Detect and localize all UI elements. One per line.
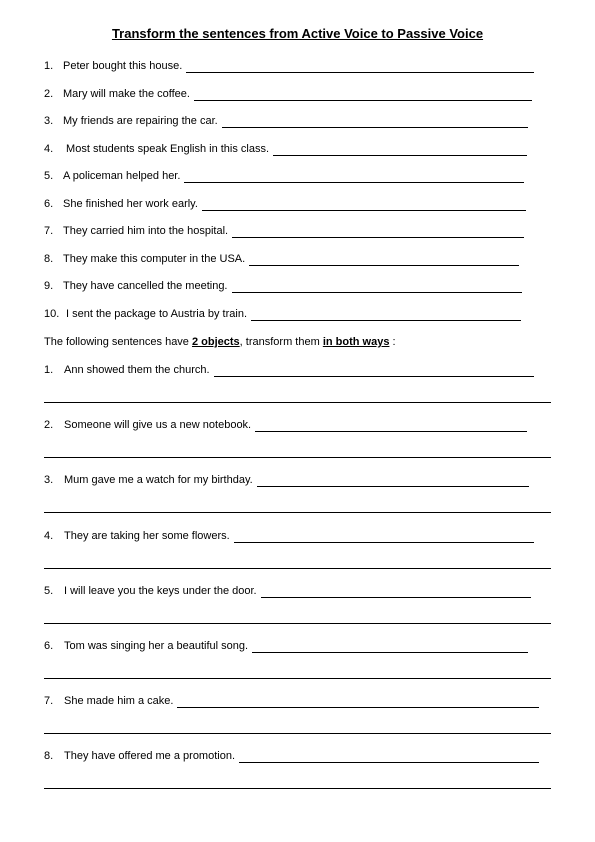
exercise-item [44, 418, 527, 432]
item-sentence: A policeman helped her. [63, 170, 181, 182]
item-number: 3. [44, 115, 54, 127]
answer-blank[interactable] [214, 365, 534, 377]
exercise-item [44, 142, 527, 156]
instruction-part: , transform them [239, 336, 323, 348]
answer-blank[interactable] [232, 281, 522, 293]
answer-blank[interactable] [249, 254, 519, 266]
item-sentence: They carried him into the hospital. [63, 225, 229, 237]
exercise-item [44, 252, 519, 266]
item-number: 6. [44, 198, 54, 210]
item-sentence: They are taking her some flowers. [64, 530, 230, 542]
answer-blank[interactable] [202, 199, 526, 211]
item-number: 4. [44, 530, 54, 542]
item-number: 1. [44, 60, 54, 72]
item-sentence: Ann showed them the church. [64, 364, 210, 376]
item-number: 3. [44, 474, 54, 486]
instruction-part: The following sentences have [44, 336, 192, 348]
answer-blank-second[interactable] [44, 568, 551, 569]
worksheet-title: Transform the sentences from Active Voice to Passive Voice [111, 26, 484, 41]
item-sentence: I will leave you the keys under the door. [64, 585, 257, 597]
item-sentence: I sent the package to Austria by train. [66, 308, 247, 320]
item-number: 10. [44, 308, 60, 320]
instruction-emphasis-objects: 2 objects [191, 336, 240, 348]
answer-blank[interactable] [222, 116, 528, 128]
answer-blank-second[interactable] [44, 788, 551, 789]
exercise-item [44, 473, 529, 487]
exercise-item [44, 59, 534, 73]
item-sentence: Peter bought this house. [63, 60, 183, 72]
exercise-item [44, 224, 524, 238]
item-sentence: Tom was singing her a beautiful song. [64, 640, 249, 652]
exercise-item [44, 87, 532, 101]
item-number: 4. [44, 143, 54, 155]
answer-blank[interactable] [273, 144, 527, 156]
answer-blank-second[interactable] [44, 402, 551, 403]
answer-blank[interactable] [252, 641, 528, 653]
item-sentence: She finished her work early. [63, 198, 198, 210]
answer-blank[interactable] [239, 751, 539, 763]
item-sentence: My friends are repairing the car. [63, 115, 218, 127]
item-number: 2. [44, 419, 54, 431]
answer-blank[interactable] [261, 586, 531, 598]
item-sentence: Most students speak English in this class. [63, 143, 270, 155]
answer-blank[interactable] [184, 171, 524, 183]
item-number: 5. [44, 170, 54, 182]
exercise-item [44, 749, 539, 763]
exercise-item [44, 584, 531, 598]
item-sentence: Mum gave me a watch for my birthday. [64, 474, 253, 486]
item-sentence: They make this computer in the USA. [63, 253, 246, 265]
answer-blank[interactable] [255, 420, 527, 432]
answer-blank-second[interactable] [44, 512, 551, 513]
exercise-item [44, 529, 534, 543]
item-number: 5. [44, 585, 54, 597]
item-number: 1. [44, 364, 54, 376]
instruction-emphasis-both-ways: in both ways [322, 336, 390, 348]
answer-blank[interactable] [232, 226, 524, 238]
instruction-text [44, 335, 396, 349]
item-sentence: She made him a cake. [64, 695, 174, 707]
exercise-item [44, 197, 526, 211]
item-number: 7. [44, 695, 54, 707]
exercise-item [44, 307, 521, 321]
item-sentence: They have cancelled the meeting. [63, 280, 228, 292]
answer-blank-second[interactable] [44, 623, 551, 624]
answer-blank[interactable] [186, 61, 534, 73]
exercise-item [44, 363, 534, 377]
item-number: 2. [44, 88, 54, 100]
item-number: 8. [44, 253, 54, 265]
item-number: 8. [44, 750, 54, 762]
exercise-item [44, 279, 522, 293]
answer-blank[interactable] [251, 309, 521, 321]
answer-blank[interactable] [194, 89, 532, 101]
answer-blank[interactable] [177, 696, 539, 708]
exercise-item [44, 114, 528, 128]
item-number: 7. [44, 225, 54, 237]
answer-blank-second[interactable] [44, 678, 551, 679]
item-number: 6. [44, 640, 54, 652]
answer-blank-second[interactable] [44, 733, 551, 734]
item-number: 9. [44, 280, 54, 292]
item-sentence: Mary will make the coffee. [63, 88, 190, 100]
item-sentence: They have offered me a promotion. [64, 750, 236, 762]
exercise-item [44, 694, 539, 708]
item-sentence: Someone will give us a new notebook. [64, 419, 252, 431]
instruction-part: : [389, 336, 396, 348]
exercise-item [44, 639, 528, 653]
exercise-item [44, 169, 524, 183]
answer-blank[interactable] [234, 531, 534, 543]
answer-blank-second[interactable] [44, 457, 551, 458]
answer-blank[interactable] [257, 475, 529, 487]
